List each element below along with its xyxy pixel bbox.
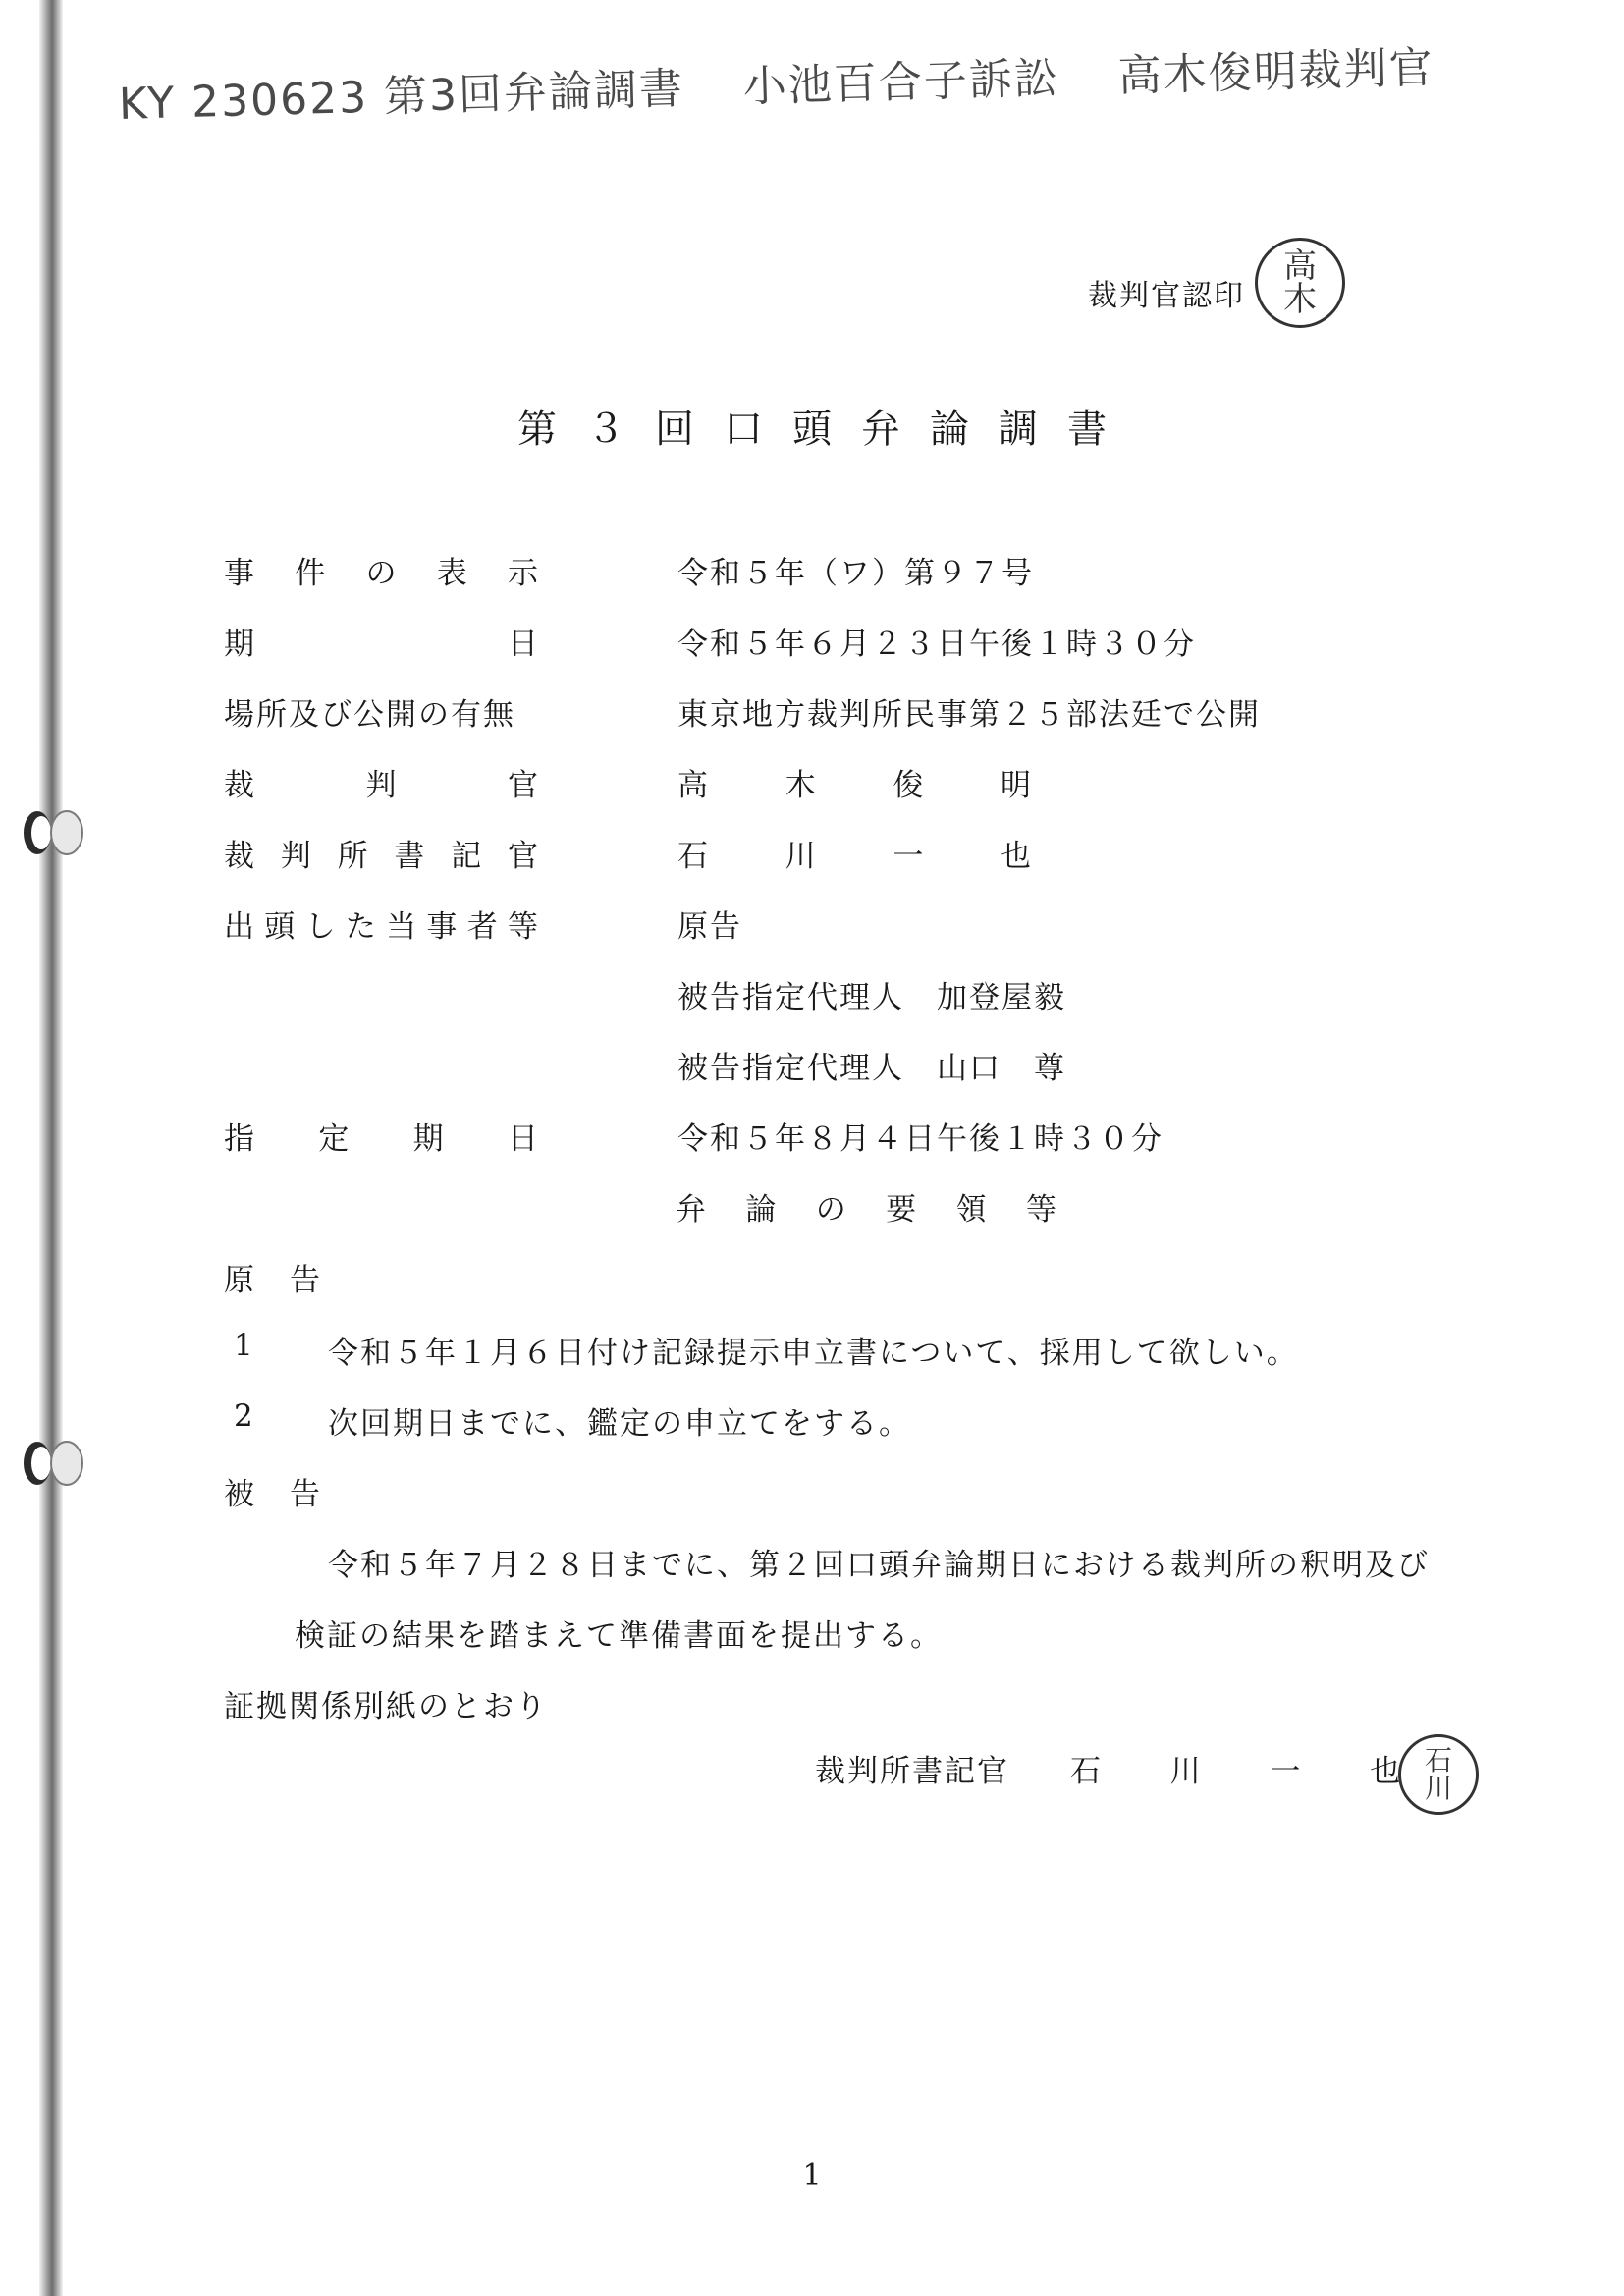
value-char: 川 [785,839,816,874]
field-label [224,760,538,804]
judge-seal-label: 裁判官認印 [1088,279,1245,313]
clerk-seal-char: 石 [1424,1744,1452,1777]
field-label [224,902,538,946]
field-place [224,689,1363,737]
field-next-date [224,1114,1363,1161]
label-char: 裁 [224,839,254,874]
label-char: 事 [224,556,254,591]
handwritten-case-ref: KY 230623 第3回弁論調書 [118,63,685,130]
label-char: 日 [507,1121,538,1157]
judge-seal-char: 高 [1283,246,1317,286]
field-judge [224,760,1363,807]
document-title: 第３回口頭弁論調書 [517,407,1136,452]
label-char: 裁 [224,768,254,803]
heading-char: 要 [886,1192,919,1228]
label-char: 記 [451,839,482,874]
name-char: 川 [1169,1754,1201,1789]
label-char: 日 [508,627,538,662]
label-char: 判 [365,768,397,803]
binding-hole-icon [20,805,90,860]
label-char: た [345,909,376,945]
label-char: の [365,556,397,591]
party-defendant-agent: 被告指定代理人 山口 尊 [677,1051,1066,1086]
defendant-text: 令和５年７月２８日までに、第２回口頭弁論期日における裁判所の釈明及び [328,1548,1430,1583]
clerk-seal-stamp [1398,1734,1479,1815]
handwritten-lawsuit: 小池百合子訴訟 [742,53,1060,113]
plaintiff-item-text: 令和５年１月６日付け記録提示申立書について、採用して欲しい。 [328,1336,1299,1371]
heading-char: 告 [290,1263,322,1298]
heading-char: 原 [224,1263,256,1298]
label-char: 官 [508,768,538,803]
label-char: 事 [426,909,458,945]
binding-hole-icon [20,1436,90,1491]
value-char: 也 [1000,839,1031,874]
label-char: 官 [507,839,538,874]
heading-char: 等 [1025,1192,1058,1228]
value-char: 一 [893,839,924,874]
judge-seal-stamp [1255,238,1345,328]
label-char: 期 [224,627,254,662]
evidence-note: 証拠関係別紙のとおり [224,1689,548,1724]
handwritten-judge: 高木俊明裁判官 [1117,42,1435,102]
field-label [224,619,538,663]
name-char: 也 [1369,1754,1400,1789]
label-char: 件 [295,556,326,591]
label-char: し [304,909,336,945]
item-number: 2 [234,1398,253,1434]
binding-strip [39,0,63,2296]
heading-char: 論 [745,1192,779,1228]
label-char: 書 [394,839,425,874]
field-value: 令和５年８月４日午後１時３０分 [677,1121,1164,1157]
clerk-seal-char: 川 [1424,1772,1452,1804]
field-parties-cont [224,1043,1363,1090]
heading-char: 領 [955,1192,989,1228]
field-label [224,1114,538,1158]
value-char: 石 [677,839,708,874]
handwritten-note [118,32,1435,132]
plaintiff-item-text: 次回期日までに、鑑定の申立てをする。 [328,1406,911,1442]
value-char: 俊 [893,768,924,803]
heading-char: 被 [224,1477,256,1512]
judge-seal-area [1088,246,1339,342]
label-char: 者 [466,909,498,945]
page-number: 1 [802,2159,822,2193]
summary-heading [676,1184,1058,1229]
field-date [224,619,1363,666]
field-label: 場所及び公開の有無 [224,697,515,733]
name-char: 石 [1070,1754,1101,1789]
label-char: 表 [436,556,467,591]
judge-seal-char: 木 [1283,280,1317,319]
label-char: 所 [337,839,368,874]
party-defendant-agent: 被告指定代理人 加登屋毅 [677,980,1066,1015]
signature-name [1070,1746,1400,1790]
field-parties-cont [224,972,1363,1019]
label-char: 期 [412,1121,444,1157]
label-char: 等 [507,909,538,945]
field-value [677,760,1031,804]
item-number: 1 [234,1328,253,1363]
label-char: 出 [224,909,254,945]
value-char: 明 [1000,768,1031,803]
value-char: 木 [785,768,816,803]
heading-char: 告 [290,1477,322,1512]
label-char: 判 [280,839,311,874]
party-plaintiff: 原告 [677,909,742,945]
heading-char: 弁 [676,1192,708,1228]
label-char: 指 [224,1121,254,1157]
field-label [224,831,538,875]
field-case [224,548,1363,595]
label-char: 当 [386,909,417,945]
field-label [224,548,538,592]
value-char: 高 [677,768,708,803]
defendant-heading [224,1469,322,1513]
field-clerk [224,831,1363,878]
label-char: 頭 [264,909,296,945]
defendant-text: 検証の結果を踏まえて準備書面を提出する。 [295,1618,943,1654]
field-parties [224,902,1363,949]
label-char: 定 [318,1121,350,1157]
field-value: 令和５年６月２３日午後１時３０分 [677,627,1196,662]
name-char: 一 [1270,1754,1301,1789]
field-value: 令和５年（ワ）第９７号 [677,556,1034,591]
heading-char: の [815,1192,848,1228]
signature-title: 裁判所書記官 [815,1754,1009,1789]
label-char: 示 [508,556,538,591]
field-value: 東京地方裁判所民事第２５部法廷で公開 [677,697,1261,733]
field-value [677,831,1031,875]
plaintiff-heading [224,1255,322,1299]
